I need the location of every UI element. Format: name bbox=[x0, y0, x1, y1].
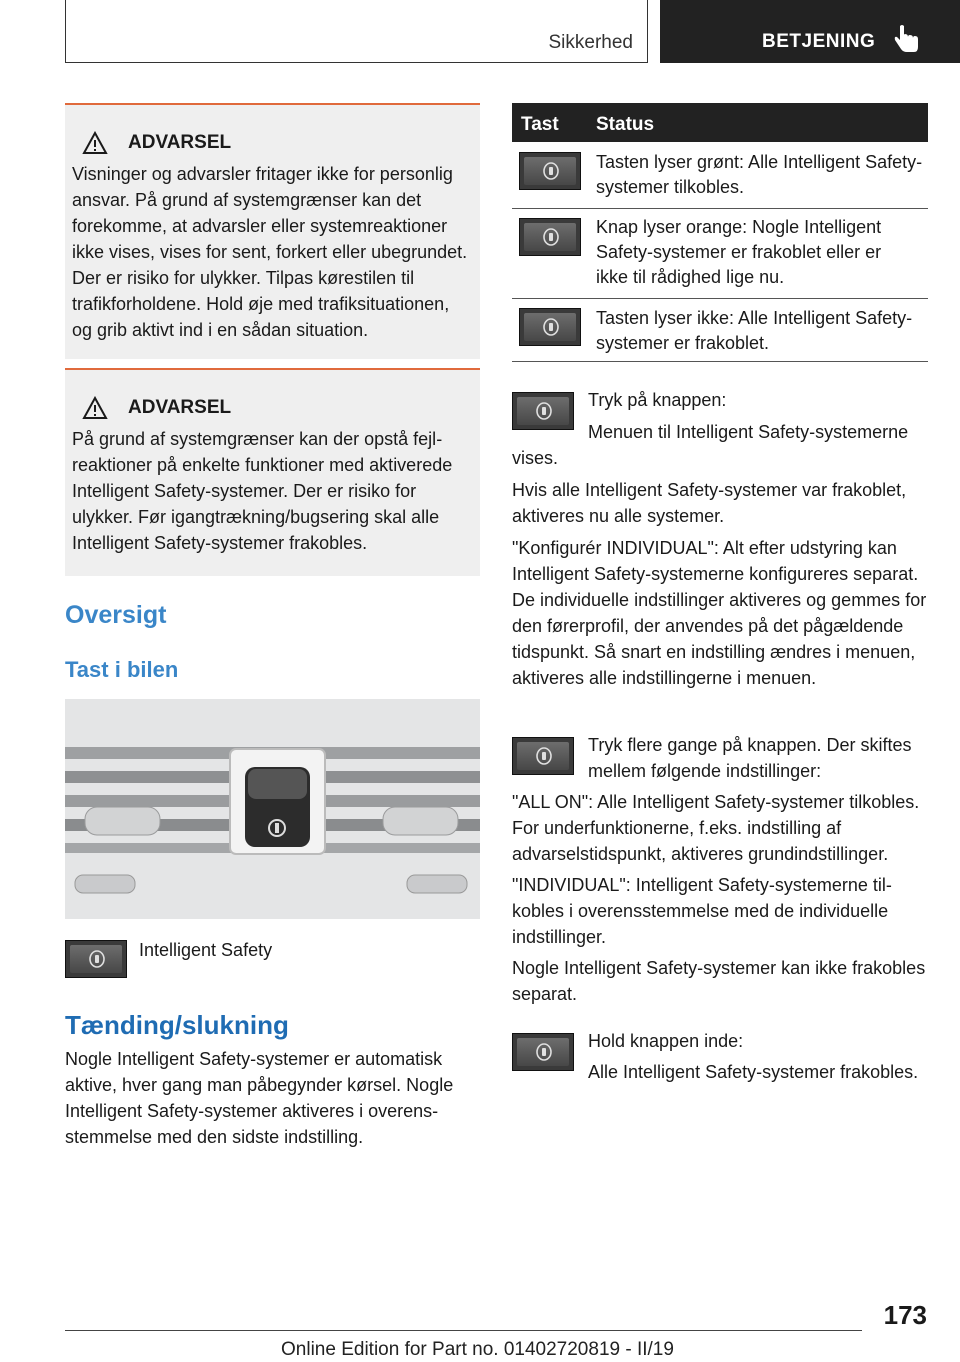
safety-shield-icon bbox=[535, 746, 553, 766]
safety-shield-icon bbox=[535, 401, 553, 421]
warning-triangle-icon bbox=[82, 396, 108, 420]
safety-shield-icon bbox=[542, 161, 560, 181]
header-section: Sikkerhed bbox=[548, 32, 633, 53]
section-heading-onoff: Tænding/slukning bbox=[65, 1010, 289, 1040]
table-row bbox=[512, 208, 928, 299]
hold-label: Hold knappen inde: bbox=[588, 1031, 744, 1051]
vent-photo-illustration bbox=[65, 699, 480, 919]
multi-press-text: Tryk flere gange på knappen. Der skiftes mellem følgende indstillinger: bbox=[588, 735, 912, 781]
button-icon-orange bbox=[519, 218, 581, 256]
onoff-body: Nogle Intelligent Safety-systemer er automatisk aktive, hver gang man påbegynder kørsel. Nogle Intelligent Safety-systemer aktiveres i overensstemmelse med den sidste indstilling. bbox=[65, 1049, 454, 1147]
col-key: Tast bbox=[521, 114, 559, 135]
safety-shield-icon bbox=[542, 227, 560, 247]
button-caption: Intelligent Safety bbox=[139, 940, 273, 960]
paragraph: "INDIVIDUAL": Intelligent Safety-systemerne tilkobles i overensstemmelse med de individuelle indstillinger. bbox=[512, 875, 892, 947]
safety-shield-icon bbox=[88, 949, 106, 969]
table-row bbox=[512, 142, 928, 209]
button-icon-off bbox=[519, 308, 581, 346]
intelligent-safety-button-icon bbox=[65, 940, 127, 978]
hold-result: Alle Intelligent Safety-systemer frakobles. bbox=[588, 1062, 919, 1082]
warning-title: ADVARSEL bbox=[82, 131, 472, 155]
multi-press-button-icon bbox=[512, 737, 574, 775]
warning-body: Visninger og advarsler fritager ikke for personlig ansvar. På grund af systemgrænser kan det forekomme, at advarsler eller systemreaktioner ikke vises, vises for sent, forkert eller ubegrundet. Der er risiko for ulykker. Tilpas kørestilen til trafikforholdene. Hold øje med trafiksituationen, og grib aktivt ind i en sådan situation. bbox=[72, 164, 468, 340]
col-status: Status bbox=[596, 114, 655, 135]
safety-shield-icon bbox=[542, 317, 560, 337]
table-row bbox=[512, 298, 928, 362]
row-status: Tasten lyser ikke: Alle Intelligent Safety-systemer er frakoblet. bbox=[596, 308, 913, 353]
press-result: Menuen til Intelligent Safety-systemerne vises. bbox=[512, 422, 909, 468]
warning-triangle-icon bbox=[82, 131, 108, 155]
status-table-header bbox=[512, 103, 928, 142]
warning-body: På grund af systemgrænser kan der opstå fejlreaktioner på enkelte funktioner med aktiverede Intelligent Safety-systemer. Der er risiko for ulykker. Før igangtrækning/bugsering skal alle Intelligent Safety-systemer frakobles. bbox=[72, 429, 453, 553]
footer-divider bbox=[65, 1330, 862, 1331]
footer-edition: Online Edition for Part no. 01402720819 - II/19 bbox=[281, 1339, 674, 1360]
header-chapter: BETJENING bbox=[762, 31, 876, 52]
row-status: Tasten lyser grønt: Alle Intelligent Safety-systemer tilkobles. bbox=[596, 152, 923, 197]
press-label: Tryk på knappen: bbox=[588, 390, 727, 410]
section-heading: Oversigt bbox=[65, 601, 167, 629]
button-icon-green bbox=[519, 152, 581, 190]
subsection-heading: Tast i bilen bbox=[65, 657, 179, 682]
paragraph: "ALL ON": Alle Intelligent Safety-systemer tilkobles. For underfunktionerne, f.eks. indstilling af advarselstidspunkt, aktiveres grundindstillinger. bbox=[512, 792, 920, 864]
header-chapter-tab bbox=[660, 0, 960, 63]
warning-title: ADVARSEL bbox=[82, 396, 472, 420]
button-photo bbox=[65, 699, 480, 919]
warning-box-1 bbox=[65, 103, 480, 359]
warning-box-2 bbox=[65, 368, 480, 576]
paragraph: Nogle Intelligent Safety-systemer kan ikke frakobles separat. bbox=[512, 958, 926, 1004]
row-status: Knap lyser orange: Nogle Intelligent Safety-systemer er frakoblet eller er ikke til rådighed lige nu. bbox=[596, 217, 882, 287]
pointing-hand-icon bbox=[892, 24, 922, 54]
paragraph: "Konfigurér INDIVIDUAL": Alt efter udstyring kan Intelligent Safety-systemerne konfigureres separat. De individuelle indstillinger aktiveres og gemmes for den førerprofil, der anvendes på det pågældende tidspunkt. Så snart en indstilling ændres i menuen, aktiveres alle indstillingerne i menuen. bbox=[512, 538, 927, 688]
page-number: 173 bbox=[883, 1300, 927, 1330]
paragraph: Hvis alle Intelligent Safety-systemer var frakoblet, aktiveres nu alle systemer. bbox=[512, 480, 907, 526]
header-section-box bbox=[65, 0, 648, 63]
